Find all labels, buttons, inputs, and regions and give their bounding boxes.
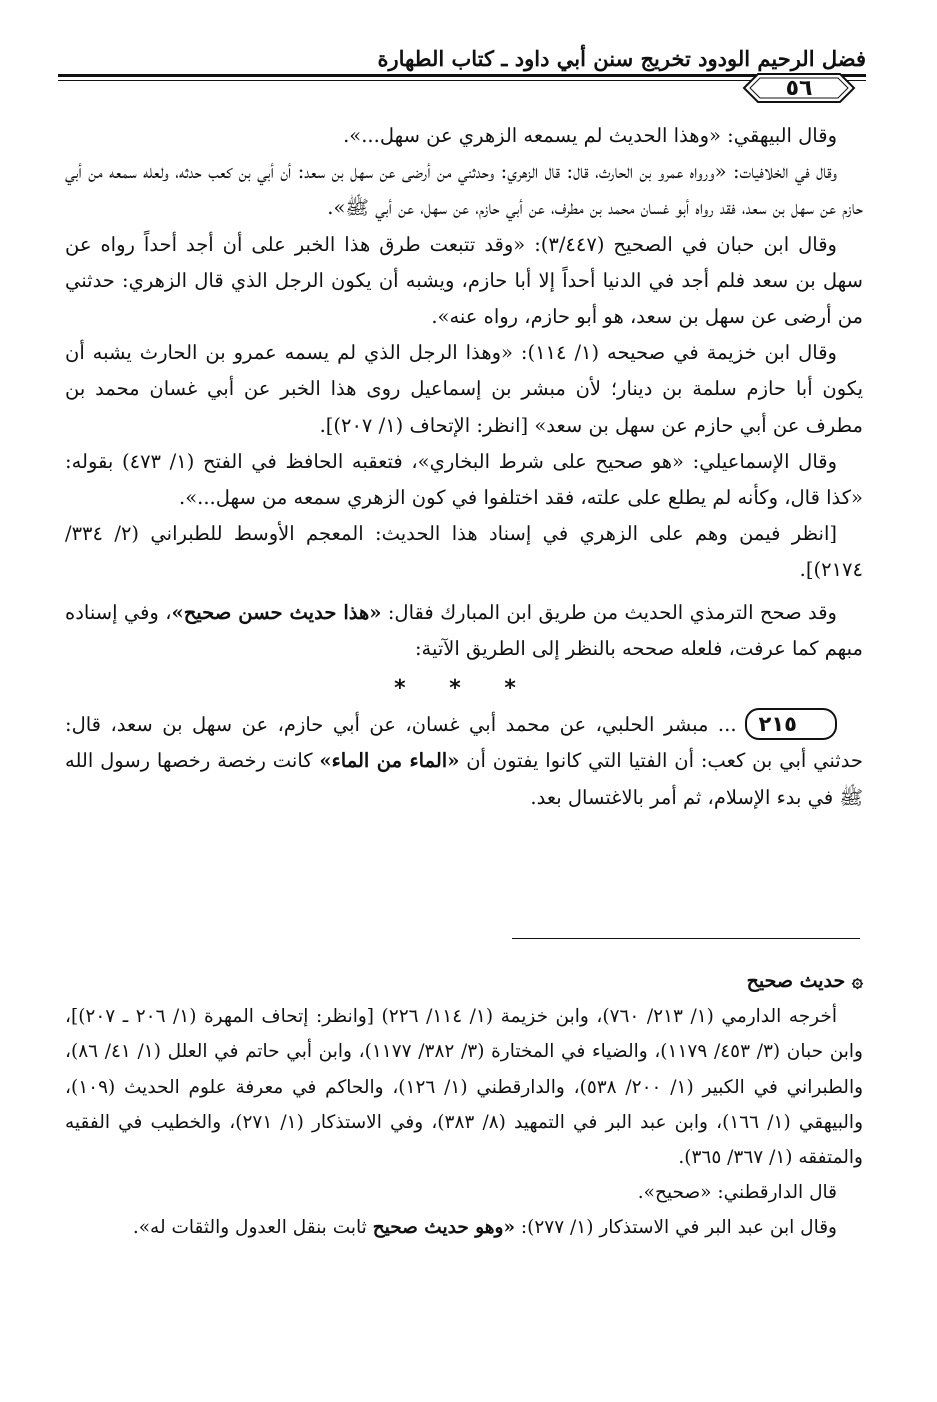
hadith-number: ٢١٥ xyxy=(745,708,837,740)
paragraph-ismaili: وقال الإسماعيلي: «هو صحيح على شرط البخاري»، فتعقبه الحافظ في الفتح (١/ ٤٧٣) بقوله: «كذا قال، وكأنه لم يطلع على علته، فقد اختلفوا في كون الزهري سمعه من سهل...». xyxy=(65,449,863,510)
footnote-separator xyxy=(512,938,860,939)
note-sources: أخرجه الدارمي (١/ ٢١٣/ ٧٦٠)، وابن خزيمة (١/ ١١٤/ ٢٢٦) [وانظر: إتحاف المهرة (١/ ٢٠٦ ـ ٢٠٧)]، وابن حبان (٣/ ٤٥٣/ ١١٧٩)، والضياء في المختارة (٣/ ٣٨٢/ ١١٧٧)، وابن أبي حاتم في العلل (١/ ٤١/ ٨٦)، والطبراني في الكبير (١/ ٢٠٠/ ٥٣٨)، والدارقطني (١/ ١٢٦)، والحاكم في معرفة علوم الحديث (١٠٩)، والبيهقي (١/ ١٦٦)، وابن عبد البر في التمهيد (٨/ ٣٨٣)، وفي الاستذكار (١/ ٢٧١)، والخطيب في الفقيه والمتفقه (١/ ٣٦٧/ ٣٦٥). xyxy=(65,1006,864,1169)
paragraph-tirmidhi xyxy=(65,595,863,667)
note-ibn-abd-al-barr-bold: «وهو حديث صحيح xyxy=(372,1217,516,1239)
page-header xyxy=(58,44,866,114)
hadith-215 xyxy=(65,707,863,816)
hadith-quote: «الماء من الماء» xyxy=(319,749,460,773)
running-title: فضل الرحيم الودود تخريج سنن أبي داود ـ كتاب الطهارة xyxy=(377,46,866,71)
paragraph-see-also: [انظر فيمن وهم على الزهري في إسناد هذا الحديث: المعجم الأوسط للطبراني (٢/ ٣٣٤/ ٢١٧٤)]. xyxy=(65,522,863,582)
main-text xyxy=(65,118,863,816)
tirmidhi-grading: «هذا حديث حسن صحيح» xyxy=(171,600,382,624)
paragraph-ibn-khuzayma: وقال ابن خزيمة في صحيحه (١/ ١١٤): «وهذا الرجل الذي لم يسمه عمرو بن الحارث يشبه أن يكون أبا حازم سلمة بن دينار؛ لأن مبشر بن إسماعيل روى هذا الخبر عن أبي غسان محمد بن مطرف عن أبي حازم عن سهل بن سعد» [انظر: الإتحاف (١/ ٢٠٧)]. xyxy=(65,341,863,437)
section-separator: * * * xyxy=(394,676,534,702)
note-ibn-abd-al-barr-a: وقال ابن عبد البر في الاستذكار (١/ ٢٧٧): xyxy=(515,1217,837,1239)
hadith-grade: ۞ حديث صحيح xyxy=(746,970,863,992)
takhrij-notes xyxy=(65,964,863,1246)
page-number-badge xyxy=(740,68,858,108)
note-daraqutni: قال الدارقطني: «صحيح». xyxy=(637,1182,837,1204)
hadith-text-a: ... مبشر الحلبي، عن محمد أبي غسان، عن أبي حازم، عن سهل بن سعد، قال: حدثني أبي بن كعب: أن الفتيا التي كانوا يفتون أن xyxy=(65,713,863,773)
note-ibn-abd-al-barr-c: ثابت بنقل العدول والثقات له». xyxy=(132,1217,373,1239)
page-number: ٥٦ xyxy=(785,76,813,101)
tirmidhi-text-a: وقد صحح الترمذي الحديث من طريق ابن المبارك فقال: xyxy=(381,600,837,624)
tirmidhi-text-c: ، وفي إسناده مبهم كما عرفت، فلعله صححه بالنظر إلى الطريق الآتية: xyxy=(65,600,863,660)
paragraph-bayhaqi: وقال البيهقي: «وهذا الحديث لم يسمعه الزهري عن سهل...». xyxy=(343,124,837,147)
paragraph-khilafiyat: وقال في الخلافيات: «ورواه عمرو بن الحارث، قال: قال الزهري: وحدثني من أرضى عن سهل بن سعد: أن أبي بن كعب حدثه، ولعله سمعه من أبي حازم عن سهل بن سعد، فقد رواه أبو غسان محمد بن مطرف، عن أبي حازم، عن سهل، عن أبي ﷺ». xyxy=(65,160,863,220)
note-ibn-abd-al-barr xyxy=(65,1210,863,1245)
hadith-text-c: كانت رخصة رخصها رسول الله ﷺ في بدء الإسلام، ثم أمر بالاغتسال بعد. xyxy=(65,749,863,809)
paragraph-ibn-hibban: وقال ابن حبان في الصحيح (٣/٤٤٧): «وقد تتبعت طرق هذا الخبر على أن أجد أحداً رواه عن سهل بن سعد فلم أجد في الدنيا أحداً إلا أبا حازم، ويشبه أن يكون الرجل الذي قال الزهري: حدثني من أرضى عن سهل بن سعد، هو أبو حازم، رواه عنه». xyxy=(65,232,863,329)
